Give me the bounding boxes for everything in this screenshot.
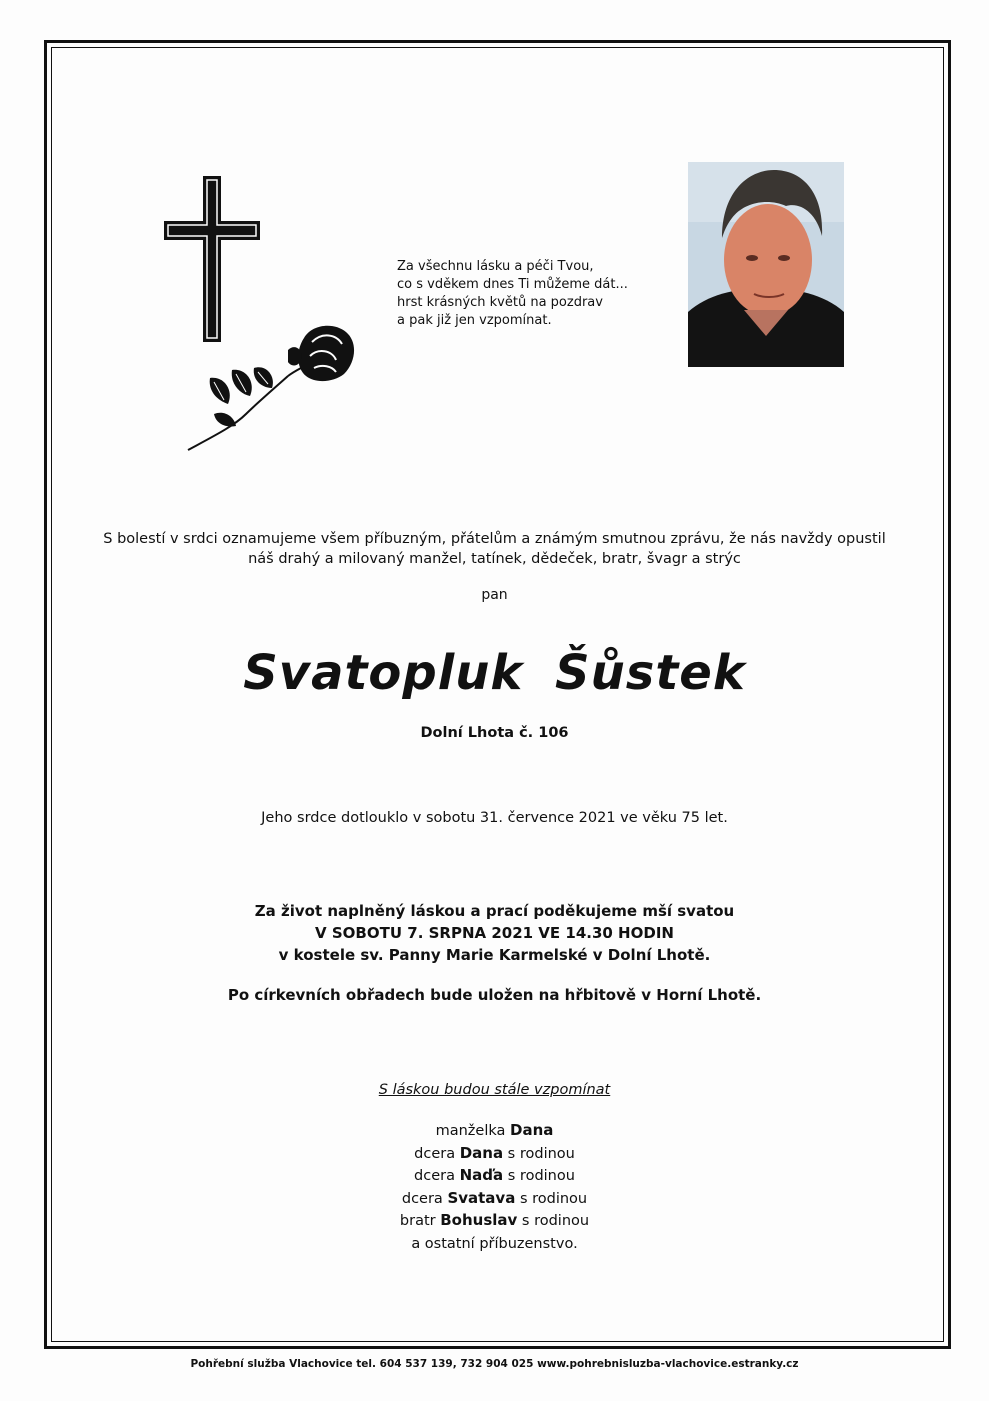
poem-line: a pak již jen vzpomínat.	[397, 313, 552, 328]
mourner-item: a ostatní příbuzenstvo.	[411, 1235, 578, 1252]
funeral-line-1: Za život naplněný láskou a prací poděkujeme mší svatou	[254, 902, 735, 920]
poem-line: co s vděkem dnes Ti můžeme dát...	[397, 277, 628, 292]
address: Dolní Lhota č. 106	[420, 725, 569, 741]
mourners-list	[0, 1120, 989, 1255]
title-word: pan	[481, 587, 508, 603]
mourner-item: bratr Bohuslav s rodinou	[399, 1211, 590, 1229]
funeral-info	[0, 900, 989, 966]
funeral-line-2: V SOBOTU 7. SRPNA 2021 VE 14.30 HODIN	[315, 924, 674, 942]
deceased-name: Svatopluk Šůstek	[243, 645, 746, 701]
poem-line: hrst krásných květů na pozdrav	[397, 295, 603, 310]
announcement	[0, 529, 989, 569]
footer-contact: Pohřební služba Vlachovice tel. 604 537 139, 732 904 025 www.pohrebnisluzba-vlachovice.estranky.cz	[190, 1358, 799, 1370]
mourner-item: dcera Svatava s rodinou	[401, 1188, 588, 1207]
announcement-line-2: náš drahý a milovaný manžel, tatínek, dědeček, bratr, švagr a strýc	[248, 551, 741, 567]
mourner-item: dcera Dana s rodinou	[414, 1143, 575, 1162]
mourner-item: dcera Naďa s rodinou	[414, 1166, 575, 1184]
mourner-item: manželka Dana	[435, 1121, 554, 1139]
funeral-line-3: v kostele sv. Panny Marie Karmelské v Dolní Lhotě.	[278, 946, 711, 964]
burial-info: Po církevních obřadech bude uložen na hřbitově v Horní Lhotě.	[227, 986, 762, 1004]
death-notice: Jeho srdce dotlouklo v sobotu 31. července 2021 ve věku 75 let.	[261, 810, 728, 826]
portrait-photo	[688, 162, 844, 367]
remember-heading: S láskou budou stále vzpomínat	[378, 1082, 611, 1098]
rose-icon	[184, 318, 364, 458]
poem	[397, 258, 628, 330]
poem-line: Za všechnu lásku a péči Tvou,	[397, 259, 594, 274]
announcement-line-1: S bolestí v srdci oznamujeme všem příbuzným, přátelům a známým smutnou zprávu, že nás navždy opustil	[103, 531, 886, 547]
